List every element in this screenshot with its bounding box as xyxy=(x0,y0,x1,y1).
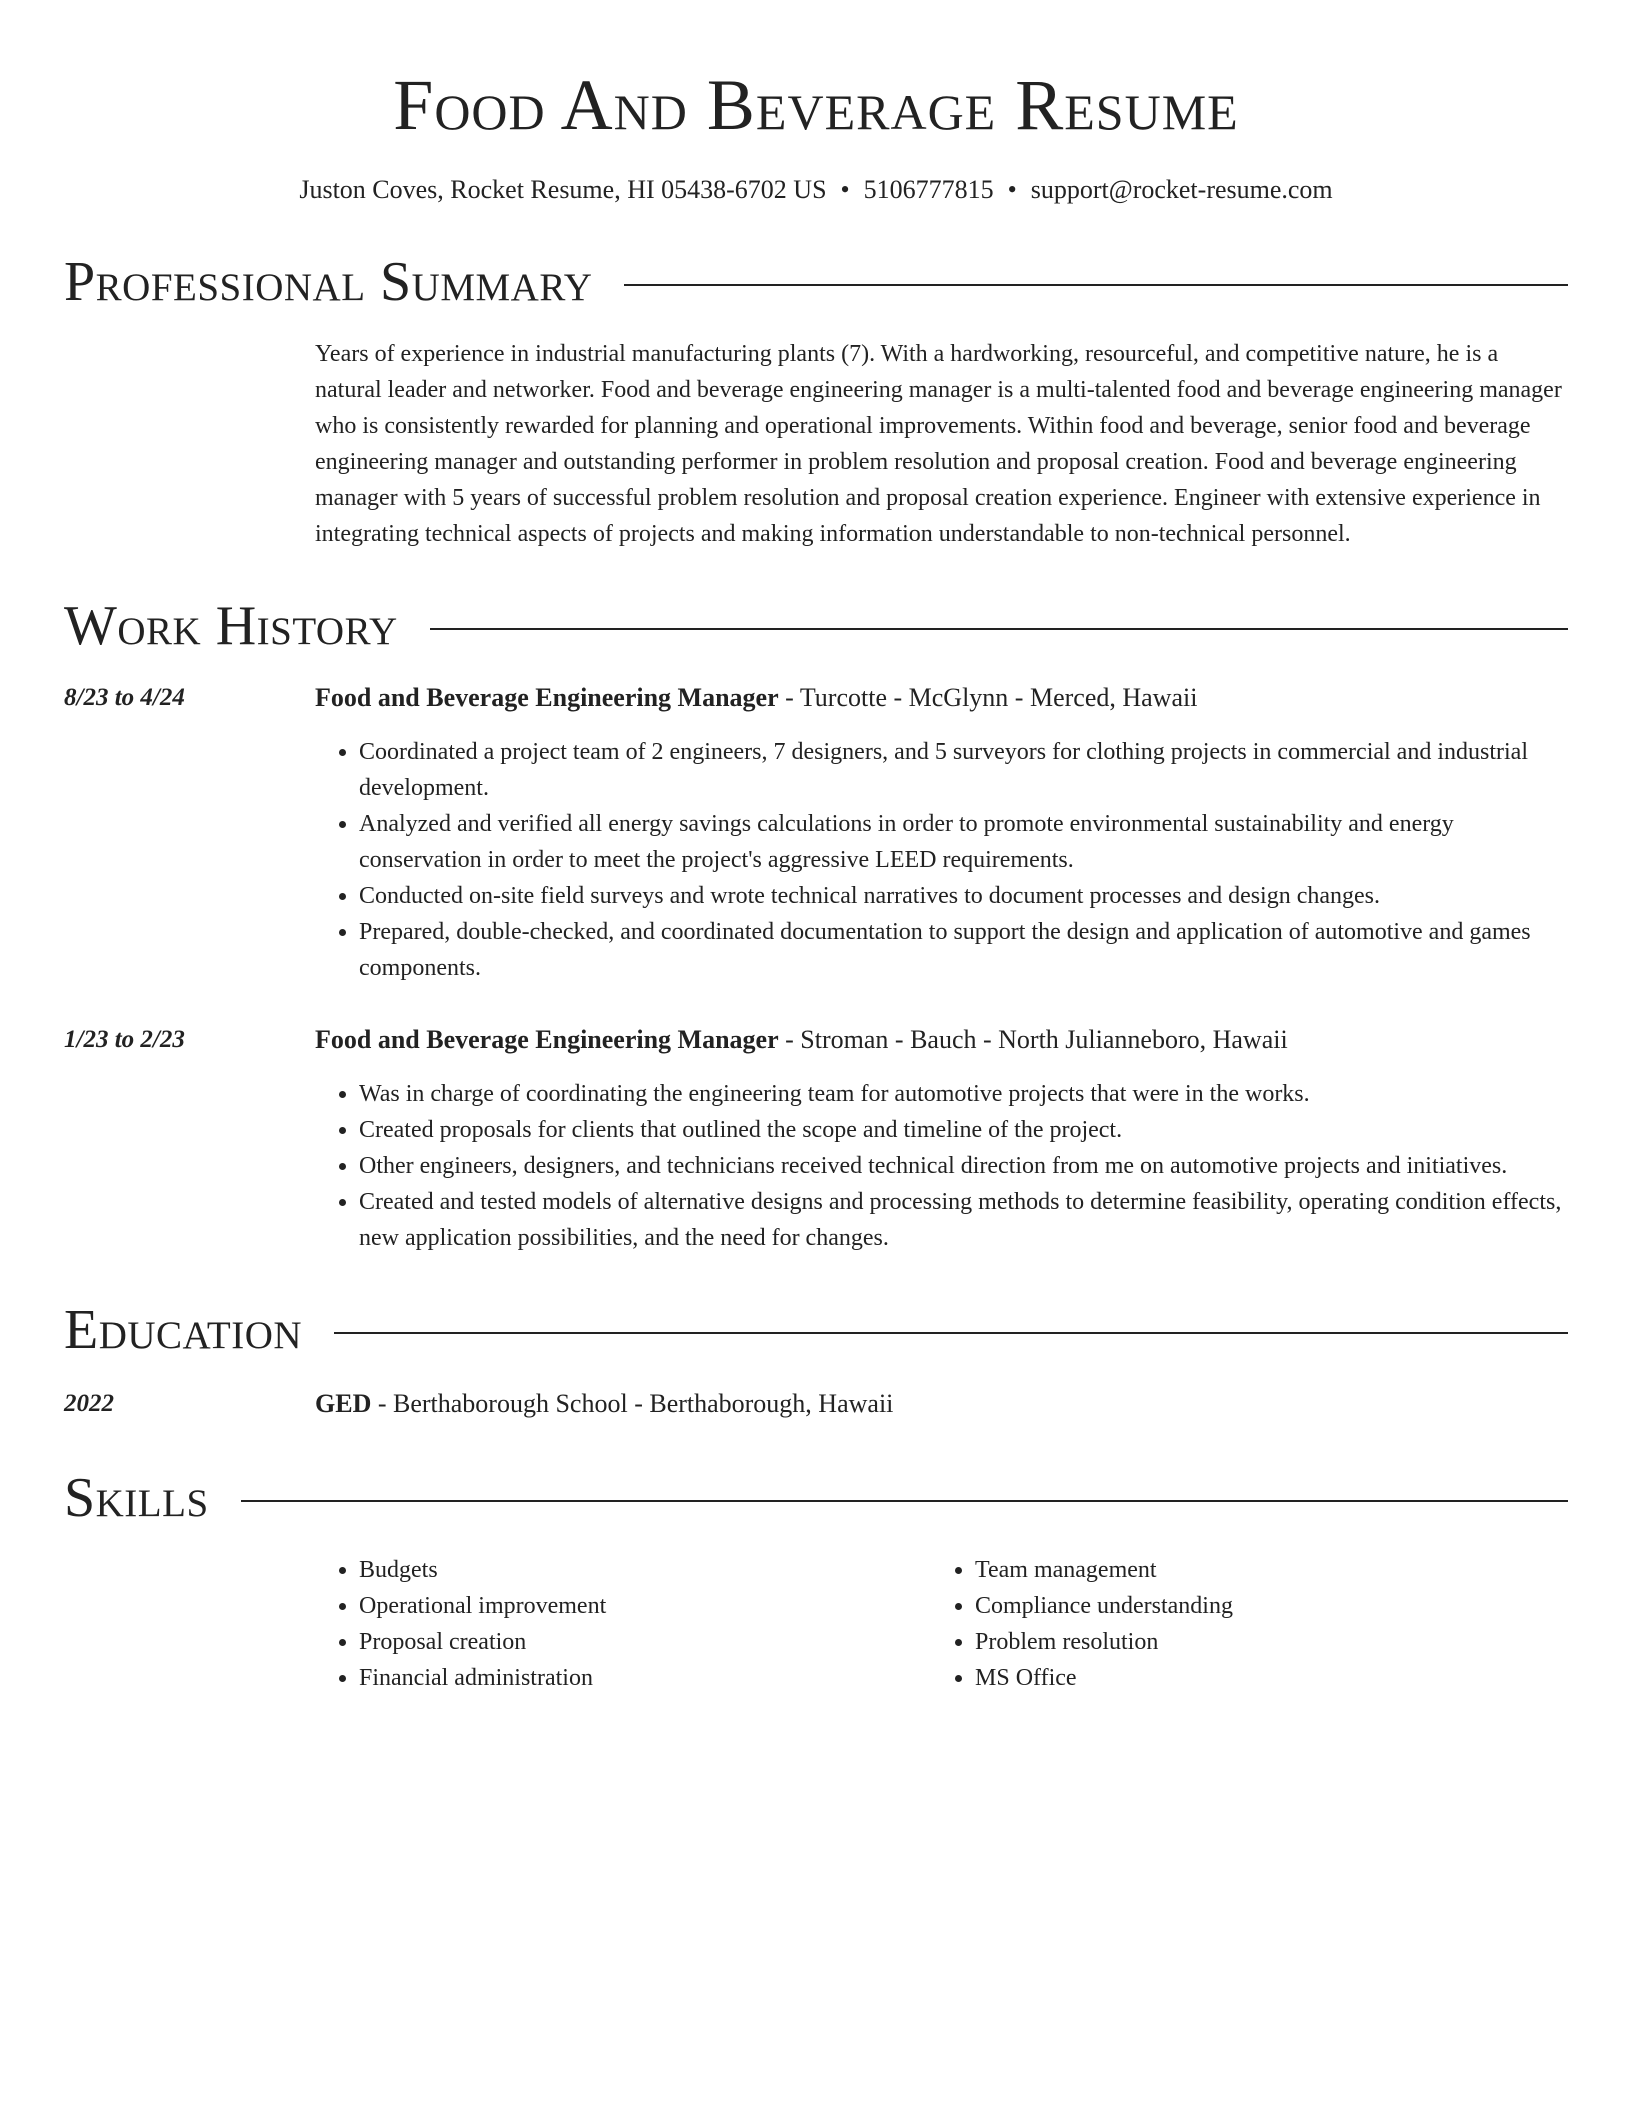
job-dates: 8/23 to 4/24 xyxy=(64,684,185,711)
contact-line xyxy=(64,172,1568,208)
job-company: - Turcotte - McGlynn - Merced, Hawaii xyxy=(778,683,1198,712)
job-bullets xyxy=(315,734,1568,986)
job-bullet: • Created proposals for clients that outlined the scope and timeline of the project. xyxy=(359,1112,1568,1148)
job-bullet: • Prepared, double-checked, and coordinated documentation to support the design and application of automotive and games components. xyxy=(359,914,1568,986)
job-heading xyxy=(315,1020,1568,1060)
section-divider xyxy=(241,1500,1568,1502)
resume-title: Food And Beverage Resume xyxy=(393,65,1239,145)
job-bullet: • Coordinated a project team of 2 engineers, 7 designers, and 5 surveyors for clothing projects in commercial and industrial development. xyxy=(359,734,1568,806)
contact-email: support@rocket-resume.com xyxy=(1030,175,1333,204)
section-divider xyxy=(624,284,1568,286)
education-year: 2022 xyxy=(64,1390,114,1417)
job-entry xyxy=(64,678,1568,986)
job-bullet: • Analyzed and verified all energy savings calculations in order to promote environmental sustainability and energy conservation in order to meet the project's aggressive LEED requirements. xyxy=(359,806,1568,878)
education-degree: GED xyxy=(315,1389,372,1418)
education-school: - Berthaborough School - Berthaborough, Hawaii xyxy=(371,1389,894,1418)
job-bullets xyxy=(315,1076,1568,1256)
summary-section-header xyxy=(64,250,1568,314)
job-bullet: • Conducted on-site field surveys and wrote technical narratives to document processes and design changes. xyxy=(359,878,1568,914)
contact-address: Juston Coves, Rocket Resume, HI 05438-6702 US xyxy=(299,175,827,204)
summary-text: Years of experience in industrial manufacturing plants (7). With a hardworking, resourceful, and competitive nature, he is a natural leader and networker. Food and beverage engineering manager is a multi-talented food and beverage engineering manager who is consistently rewarded for planning and operational improvements. Within food and beverage, senior food and beverage engineering manager and outstanding performer in problem resolution and proposal creation. Food and beverage engineering manager with 5 years of successful problem resolution and proposal creation experience. Engineer with extensive experience in integrating technical aspects of projects and making information understandable to non-technical personnel. xyxy=(315,341,1562,547)
job-company: - Stroman - Bauch - North Julianneboro, Hawaii xyxy=(778,1025,1288,1054)
skills-heading: Skills xyxy=(64,1467,209,1529)
work-heading: Work History xyxy=(64,595,398,657)
education-section-header xyxy=(64,1298,1568,1362)
job-title: Food and Beverage Engineering Manager xyxy=(315,683,779,712)
skill-item: • Financial administration xyxy=(359,1660,931,1696)
skills-section-header xyxy=(64,1466,1568,1530)
skill-item: • Team management xyxy=(975,1552,1547,1588)
section-divider xyxy=(430,628,1568,630)
work-section-header xyxy=(64,594,1568,658)
skill-item: • Proposal creation xyxy=(359,1624,931,1660)
skill-item: • Problem resolution xyxy=(975,1624,1547,1660)
job-details xyxy=(315,1020,1568,1256)
skill-item: • Budgets xyxy=(359,1552,931,1588)
job-bullet: • Was in charge of coordinating the engineering team for automotive projects that were in the works. xyxy=(359,1076,1568,1112)
job-bullet: • Other engineers, designers, and technicians received technical direction from me on automotive projects and initiatives. xyxy=(359,1148,1568,1184)
skills-column-left xyxy=(315,1552,931,1696)
skill-item: • Compliance understanding xyxy=(975,1588,1547,1624)
summary-heading: Professional Summary xyxy=(64,251,593,313)
skills-list xyxy=(315,1552,1568,1696)
job-heading xyxy=(315,678,1568,718)
contact-separator: • xyxy=(840,175,850,204)
job-title: Food and Beverage Engineering Manager xyxy=(315,1025,779,1054)
contact-phone: 5106777815 xyxy=(863,175,994,204)
job-bullet: • Created and tested models of alternative designs and processing methods to determine feasibility, operating condition effects, new application possibilities, and the need for changes. xyxy=(359,1184,1568,1256)
skill-item: • Operational improvement xyxy=(359,1588,931,1624)
section-divider xyxy=(334,1332,1568,1334)
skills-column-right xyxy=(931,1552,1547,1696)
job-entry xyxy=(64,1020,1568,1256)
resume-page xyxy=(64,0,1568,1696)
job-dates: 1/23 to 2/23 xyxy=(64,1026,185,1053)
education-details xyxy=(315,1384,1568,1424)
education-heading: Education xyxy=(64,1299,303,1361)
education-entry xyxy=(64,1384,1568,1424)
skill-item: • MS Office xyxy=(975,1660,1547,1696)
contact-separator: • xyxy=(1007,175,1017,204)
job-details xyxy=(315,678,1568,986)
